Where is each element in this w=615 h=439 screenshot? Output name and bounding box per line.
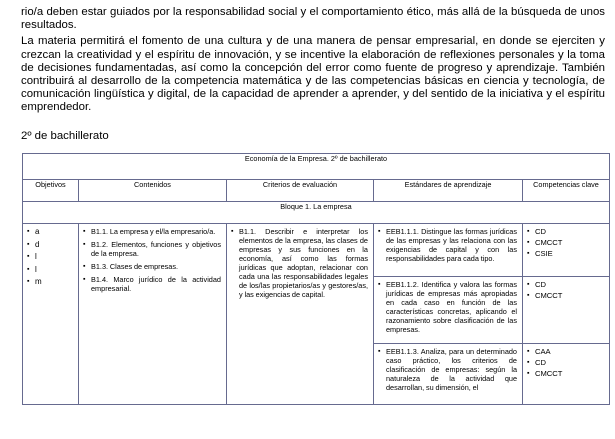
list-item: ▪ B1.3. Clases de empresas. <box>83 262 221 271</box>
list-item: ▪ a <box>27 227 73 236</box>
intro-paragraph-1: rio/a deben estar guiados por la responsabilidad social y el comportamiento ético, más allá de la búsqueda de unos resultados. <box>21 6 605 32</box>
header-objetivos: Objetivos <box>23 180 79 202</box>
table-title: Economía de la Empresa. 2º de bachillerato <box>23 154 610 180</box>
list-item: ▪ B1.2. Elementos, funciones y objetivos de la empresa. <box>83 240 221 258</box>
estandar-cell-1 <box>374 224 523 277</box>
contenidos-cell <box>79 224 227 405</box>
header-criterios: Criterios de evaluación <box>227 180 374 202</box>
objetivos-list <box>27 227 73 286</box>
header-contenidos: Contenidos <box>79 180 227 202</box>
estandar-text: ▪ EEB1.1.3. Analiza, para un determinado caso práctico, los criterios de clasificación de empresas: según la naturaleza de la actividad que desarrollan, su dimensión, el <box>378 347 517 392</box>
list-item: ▪ d <box>27 240 73 249</box>
criterios-cell <box>227 224 374 405</box>
course-heading: 2º de bachillerato <box>21 130 109 142</box>
block-title: Bloque 1. La empresa <box>23 202 610 224</box>
list-item: ▪ B1.1. La empresa y el/la empresario/a. <box>83 227 221 236</box>
list-item: ▪ CMCCT <box>527 238 604 247</box>
competencias-list <box>527 347 604 378</box>
table-header-row <box>23 180 610 202</box>
competencias-cell-2 <box>523 277 610 344</box>
list-item: ▪ l <box>27 252 73 261</box>
list-item: ▪ CMCCT <box>527 291 604 300</box>
intro-paragraph-2: La materia permitirá el fomento de una cultura y de una manera de pensar empresarial, en donde se ejerciten y crezcan la creatividad y el espíritu de innovación, y se incentive la elaboración de reflexiones personales y la toma de decisiones fundamentadas, así como la concepción del error como fuente de progreso y aprendizaje. También contribuirá al desarrollo de la competencia matemática y de las competencias básicas en ciencia y tecnología, de comunicación lingüística y digital, de la capacidad de aprender a aprender, y del sentido de la iniciativa y el espíritu emprendedor. <box>21 35 605 114</box>
competencias-list <box>527 280 604 300</box>
competencias-cell-3 <box>523 344 610 405</box>
objetivos-cell <box>23 224 79 405</box>
list-item: ▪ l <box>27 265 73 274</box>
estandar-text: ▪ EEB1.1.2. Identifica y valora las formas jurídicas de empresas más apropiadas en cada caso en función de las características concretas, aplicando el razonamiento sobre clasificación de las empresas. <box>378 280 517 334</box>
criterios-list <box>231 227 368 299</box>
competencias-list <box>527 227 604 258</box>
list-item: ▪ m <box>27 277 73 286</box>
estandar-cell-2 <box>374 277 523 344</box>
list-item: ▪ CSIE <box>527 249 604 258</box>
list-item: ▪ CD <box>527 280 604 289</box>
list-item: ▪ B1.4. Marco jurídico de la actividad empresarial. <box>83 275 221 293</box>
contenidos-list <box>83 227 221 293</box>
table-title-row <box>23 154 610 180</box>
block-title-row <box>23 202 610 224</box>
estandar-text: ▪ EEB1.1.1. Distingue las formas jurídicas de las empresas y las relaciona con las exigencias de capital y con las responsabilidades para cada tipo. <box>378 227 517 263</box>
list-item: ▪ CD <box>527 227 604 236</box>
list-item: ▪ CMCCT <box>527 369 604 378</box>
intro-text <box>21 6 605 115</box>
list-item: ▪ CAA <box>527 347 604 356</box>
list-item: ▪ CD <box>527 358 604 367</box>
table-row <box>23 224 610 277</box>
competencias-cell-1 <box>523 224 610 277</box>
header-estandares: Estándares de aprendizaje <box>374 180 523 202</box>
curriculum-table <box>22 153 610 405</box>
list-item: ▪ B1.1. Describir e interpretar los elementos de la empresa, las clases de empresas y sus funciones en la economía, así como las formas jurídicas que adoptan, relacionar con cada una las responsabilidades legales de los/las propietarios/as y gestores/as, y las exigencias de capital. <box>231 227 368 299</box>
estandar-cell-3 <box>374 344 523 405</box>
header-competencias: Competencias clave <box>523 180 610 202</box>
